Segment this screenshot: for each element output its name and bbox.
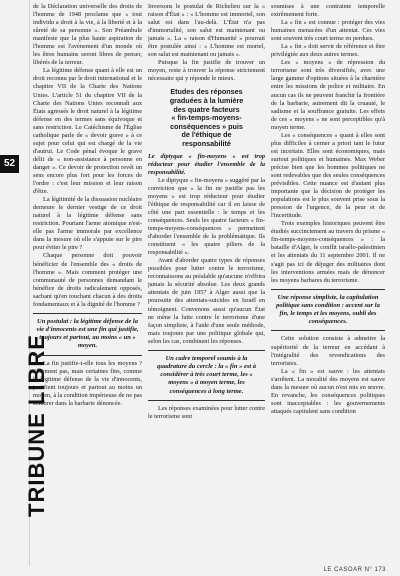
pull-quote: Un cadre temporel soumis à la quadrature du cercle : la « fin » est à considérer à très court terme, les « moyens » à moyen terme, les conséquences à long terme. [148, 350, 265, 401]
paragraph: Les « conséquences » quant à elles sont plus difficiles à cerner a priori tant le futur est incertain. Elles sont économiques, mais surtout politiques et humaines. Max Weber précise bien que les hommes politiques ne sont redevables que des seules conséquences prévisibles. Cette nuance est d'autant plus importante que la décision de protéger les populations est le plus souvent prise sous la pression de l'urgence, de la peur et de l'incertitude. [271, 131, 385, 220]
text-column-2 [148, 3, 265, 561]
paragraph: soumises à une contrainte temporelle extrêmement forte. [271, 3, 385, 19]
paragraph: Le diptyque « fin-moyens » suggéré par la conviction que « la fin ne justifie pas les moyens » est trop réducteur pour étudier l'éthique de responsabilité car il en laisse de côté une part essentielle : le temps et les conséquences. Seuls les quatre facteurs « fin-temps-moyens-conséquences » permettent d'aborder l'ensemble de la problématique. Ils constituent « les quatre piliers de la responsabilité ». [148, 176, 265, 257]
section-title-line: responsabilité [182, 139, 231, 149]
section-title-line: de l'éthique de [181, 130, 232, 140]
page-footer: LE CASOAR N° 173 [323, 567, 386, 573]
paragraph: La « fin » est connue : protéger des vies humaines menacées d'un attentat. Ces vies sont souvent très court terme en perdues. [271, 19, 385, 43]
paragraph: La légitime défense quant à elle est un droit reconnu par le droit international et le chapitre VII de la Charte des Nations Unies. L'article 51 du chapitre VII de la Charte des Nations Unies reconnaît aux États agressés le droit naturel à la légitime défense en des termes sans équivoque et sans restriction. Le Catéchisme de l'Église catholique parle de « devoir grave » à ce sujet pour celui qui est chargé de la vie d'autrui. Le Code pénal évoque le grave délit de « non-assistance à personne en danger ». Ce devoir de protection revêt un sens encore plus fort pour les forces de l'ordre : c'est leur mission et leur raison d'être. [33, 67, 142, 196]
paragraph: Inversons le postulat de Richelieu sur la « raison d'État » : « L'homme est immortel, son salut est dans l'au-delà. L'État n'a pas d'immortalité, son salut est maintenant ou jamais ». La « raison d'Humanité » pourrait être postulée ainsi : « L'homme est mortel, son salut est maintenant ou jamais ». [148, 3, 265, 59]
paragraph: La « fin » est sauve : les attentats s'arrêtent. La moralité des moyens est sauve dans la mesure où aucun n'est mis en œuvre. En revanche, les conséquences politiques sont inacceptables : les gouvernements attaqués capitulent sans condition [271, 367, 385, 415]
section-title-line: conséquences » puis [170, 121, 243, 131]
pull-quote: Une réponse simpliste, la capitulation politique sans condition : accent sur la fin, le temps et les moyens, oubli des conséquences. [271, 289, 385, 332]
text-column-1 [33, 3, 142, 561]
section-title-line: graduées à la lumière [169, 96, 244, 106]
paragraph: Cette solution consiste à admettre la supériorité de la terreur en accédant à l'intégralité des revendications des terroristes. [271, 335, 385, 367]
page-number: 52 [0, 155, 19, 173]
section-title-line: Etudes des réponses [170, 87, 243, 97]
paragraph: La légitimité de la dissuasion nucléaire demeure le dernier vestige de ce droit naturel à la légitime défense sans restriction. Pourtant l'arme atomique n'est-elle pas l'arme immorale par excellence dans la mesure où elle s'appuie sur le pire pour éviter le pire ? [33, 196, 142, 252]
text-column-3 [271, 3, 385, 561]
paragraph: Les réponses examinées pour lutter contre le terrorisme sont [148, 404, 265, 420]
section-title [148, 88, 265, 148]
paragraph: La « fin » doit servir de référence et être privilégiée aux deux autres termes. [271, 43, 385, 59]
section-title-line: des quatre facteurs [173, 104, 240, 114]
paragraph: Trois exemples historiques peuvent être étudiés succinctement au travers du prisme « fin-temps-moyens-conséquences » : la bataille d'Alger, le conflit israélo-palestinien et les attentats du 11 septembre 2001. Il ne s'agit pas ici de déjuger des militaires dont les interventions armées mais de dénoncer les moyens barbares du terrorisme. [271, 220, 385, 284]
rubrique-label: TRIBUNE LIBRE [24, 334, 49, 517]
paragraph: La fin justifie-t-elle tous les moyens ? Sûrement pas, mais certaines fins, comme la légitime défense de la vie d'innocents, justifient toujours et partout au moins un moyen, à la condition impérieuse de ne pas sombrer dans la barbarie dénoncée. [33, 359, 142, 407]
section-title-line: « fin-temps-moyens- [171, 113, 242, 123]
paragraph: Chaque personne doit pouvoir bénéficier de l'ensemble des « droits de l'homme ». Mais comment protéger une communauté de personnes demandant le bénéfice de droits radicalement opposés, sachant qu'en touchant chacun à des droits fondamentaux et à la dignité de l'homme ? [33, 252, 142, 308]
pull-quote: Un postulat : la légitime défense de la vie d'innocents est une fin qui justifie, toujours et partout, au moins « un » moyen. [33, 313, 142, 356]
paragraph: de la Déclaration universelle des droits de l'homme de 1948 proclame que « tout individu a droit à la vie, à la liberté et à la sûreté de sa personne ». Son Préambule manifeste que la plus haute aspiration de l'homme est l'avènement d'un monde où les êtres humains seront libres de penser, libérés de la terreur. [33, 3, 142, 67]
paragraph: Avant d'aborder quatre types de réponses possibles pour lutter contre le terrorisme, reconnaissons au préalable qu'aucune n'offrira jamais la sécurité absolue. Les deux grands attentats de juin 1957 à Alger aussi que la poursuite des attentats-suicides en Israël en témoignent. Convenons aussi qu'aucun État ne mène la lutte contre le terrorisme d'une façon simpliste, à l'aide d'une seule méthode, mais toujours par une politique globale qui, selon les cas, combinent les réponses. [148, 257, 265, 345]
paragraph: Puisque la fin justifie de trouver un moyen, reste à trouver la réponse strictement nécessaire qui y réponde le mieux. [148, 59, 265, 83]
paragraph: Les « moyens » de répression du terrorisme sont très diversifiés, avec une large gamme d'options situées à la charnière entre les missions de police et militaire. En aucun cas ils ne peuvent franchir la frontière de la barbarie, autrement dit la cruauté, le sadisme et la souffrance gratuite. Les effets de ces « moyens » ne sont perceptibles qu'à moyen terme. [271, 59, 385, 131]
subheading: Le diptyque « fin-moyens » est trop réducteur pour étudier l'ensemble de la responsabilité. [148, 152, 265, 176]
